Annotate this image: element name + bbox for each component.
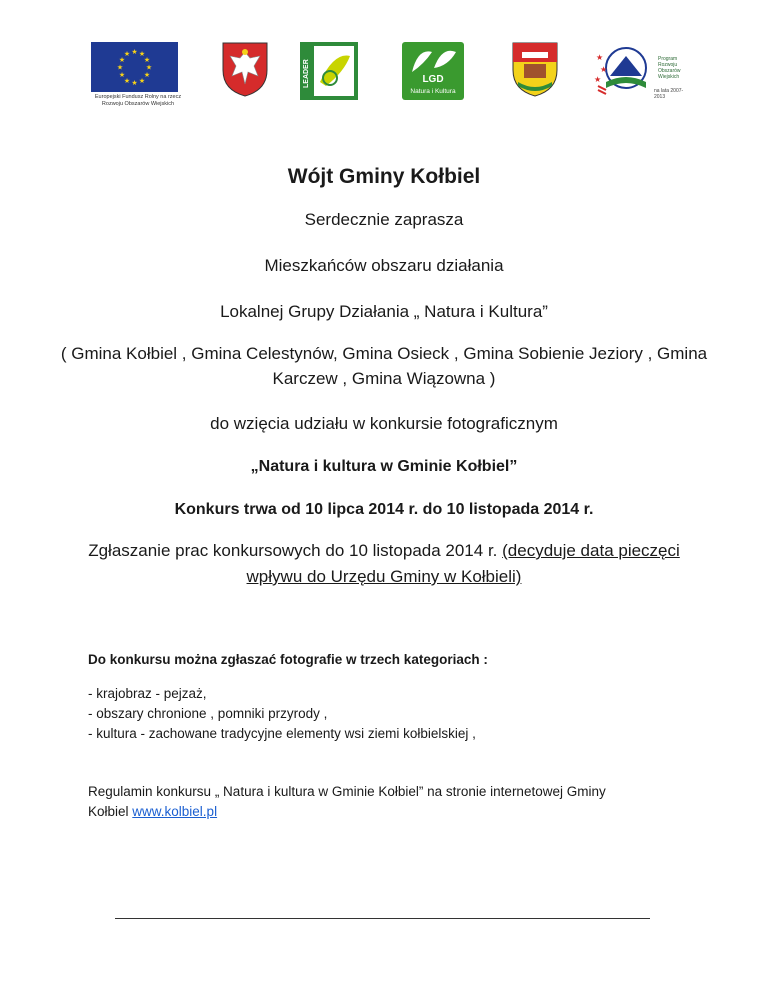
- eu-caption: Europejski Fundusz Rolny na rzecz Rozwoju Obszarów Wiejskich: [94, 94, 182, 107]
- svg-text:★: ★: [138, 50, 146, 58]
- contest-intro-line: do wzięcia udziału w konkursie fotograficznym: [210, 414, 558, 433]
- page-title: Wójt Gminy Kołbiel: [287, 165, 481, 188]
- invitation-line: Serdecznie zaprasza: [304, 210, 464, 229]
- prow-years: na lata 2007-2013: [654, 88, 684, 100]
- svg-text:★: ★: [145, 63, 153, 72]
- logo-bar: [0, 34, 768, 124]
- list-item: - krajobraz - pejzaż,: [88, 686, 207, 701]
- mazovia-crest-logo: [220, 40, 270, 98]
- categories-heading: Do konkursu można zgłaszać fotografie w trzech kategoriach :: [88, 652, 488, 667]
- svg-text:LEADER: LEADER: [303, 59, 310, 88]
- submission-deadline: [60, 538, 708, 590]
- prow-text: Program Rozwoju Obszarów Wiejskich: [658, 56, 681, 80]
- svg-text:Natura i Kultura: Natura i Kultura: [410, 88, 456, 95]
- eu-flag-logo: [91, 42, 178, 92]
- contest-title: „Natura i kultura w Gminie Kołbiel”: [250, 458, 518, 475]
- regulations-text: Regulamin konkursu „ Natura i kultura w Gminie Kołbiel” na stronie internetowej Gminy Kołbiel: [88, 784, 606, 819]
- kolbiel-crest-logo: [510, 40, 560, 98]
- svg-text:★: ★: [123, 77, 131, 85]
- audience-line: Mieszkańców obszaru działania: [264, 256, 504, 275]
- svg-text:★: ★: [594, 75, 602, 84]
- svg-text:★: ★: [131, 79, 138, 87]
- group-line: Lokalnej Grupy Działania „ Natura i Kultura”: [220, 302, 548, 321]
- leader-logo: [300, 42, 358, 100]
- regulations-paragraph: [88, 782, 608, 822]
- website-link[interactable]: www.kolbiel.pl: [132, 804, 218, 819]
- svg-text:★: ★: [118, 71, 126, 79]
- prow-logo: [592, 42, 687, 100]
- categories-list: [88, 684, 688, 744]
- svg-text:★: ★: [118, 56, 126, 64]
- list-item: - kultura - zachowane tradycyjne elementy wsi ziemi kołbielskiej ,: [88, 726, 476, 741]
- svg-text:★: ★: [131, 48, 138, 56]
- svg-text:★: ★: [116, 63, 124, 72]
- list-item: - obszary chronione , pomniki przyrody ,: [88, 706, 328, 721]
- svg-text:★: ★: [143, 56, 151, 64]
- contest-dates: Konkurs trwa od 10 lipca 2014 r. do 10 listopada 2014 r.: [174, 501, 594, 518]
- municipalities-line: ( Gmina Kołbiel , Gmina Celestynów, Gmina Osieck , Gmina Sobienie Jeziory , Gmina Karczew , Gmina Wiązowna ): [60, 344, 708, 388]
- footer-divider: [115, 918, 650, 919]
- svg-text:★: ★: [600, 65, 608, 74]
- lgd-natura-kultura-logo: [402, 42, 464, 100]
- svg-text:★: ★: [123, 50, 131, 58]
- submission-deadline-note: (decyduje data pieczęci wpływu do Urzędu Gminy w Kołbieli): [246, 541, 680, 586]
- svg-text:★: ★: [596, 53, 604, 62]
- svg-text:LGD: LGD: [422, 74, 444, 85]
- svg-text:★: ★: [143, 71, 151, 79]
- submission-deadline-text: Zgłaszanie prac konkursowych do 10 listopada 2014 r.: [88, 541, 503, 560]
- eu-stars-icon: [91, 42, 178, 92]
- svg-text:★: ★: [138, 77, 146, 85]
